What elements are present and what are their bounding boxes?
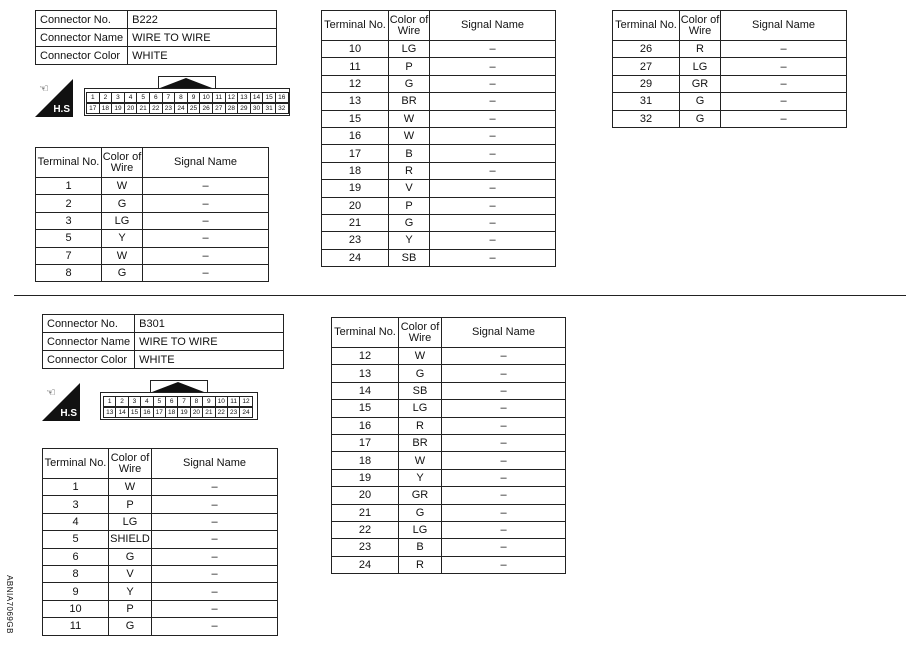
cell-wire-color: P <box>109 600 152 617</box>
table-row <box>322 93 556 110</box>
cell-wire-color: G <box>389 75 430 92</box>
header-terminal: Terminal No. <box>322 11 389 41</box>
cell-wire-color: GR <box>680 75 721 92</box>
pin-row-bottom <box>103 407 252 418</box>
cell-terminal-no: 23 <box>322 232 389 249</box>
value-connector-no: B301 <box>135 315 284 333</box>
cell-terminal-no: 5 <box>43 531 109 548</box>
connector-pin: 14 <box>250 92 264 103</box>
value-connector-no: B222 <box>128 11 277 29</box>
connector-pin: 21 <box>136 103 150 114</box>
header-signal: Signal Name <box>143 148 269 178</box>
cell-terminal-no: 17 <box>332 434 399 451</box>
cell-wire-color: SHIELD <box>109 531 152 548</box>
cell-terminal-no: 13 <box>322 93 389 110</box>
connector-pin: 32 <box>275 103 289 114</box>
cell-signal-name: – <box>430 58 556 75</box>
table-row <box>613 93 847 110</box>
cell-wire-color: P <box>389 197 430 214</box>
connector-pin: 6 <box>149 92 163 103</box>
connector-pin: 19 <box>177 407 190 418</box>
connector-pin: 9 <box>187 92 201 103</box>
cell-signal-name: – <box>430 180 556 197</box>
cell-terminal-no: 32 <box>613 110 680 127</box>
table-row <box>332 521 566 538</box>
cell-terminal-no: 16 <box>322 127 389 144</box>
table-row <box>43 583 278 600</box>
connector-pin: 31 <box>262 103 276 114</box>
table-row <box>36 230 269 247</box>
table-row <box>43 565 278 582</box>
cell-signal-name: – <box>152 496 278 513</box>
connector-pin: 17 <box>153 407 166 418</box>
pin-row-top <box>103 396 252 407</box>
cell-signal-name: – <box>430 145 556 162</box>
cell-terminal-no: 4 <box>43 513 109 530</box>
connector-pin: 24 <box>174 103 188 114</box>
cell-terminal-no: 22 <box>332 521 399 538</box>
value-connector-name: WIRE TO WIRE <box>128 29 277 47</box>
cell-terminal-no: 10 <box>322 41 389 58</box>
cell-terminal-no: 11 <box>43 618 109 635</box>
connector-pin: 13 <box>103 407 116 418</box>
cell-terminal-no: 24 <box>322 249 389 266</box>
table-row <box>36 212 269 229</box>
cell-wire-color: W <box>399 452 442 469</box>
section-divider <box>14 295 906 296</box>
cell-terminal-no: 12 <box>322 75 389 92</box>
connector-pin: 4 <box>124 92 138 103</box>
table-row <box>332 469 566 486</box>
connector-pin: 4 <box>140 396 153 407</box>
connector-pin: 14 <box>115 407 128 418</box>
table-row <box>36 178 269 195</box>
cell-signal-name: – <box>430 249 556 266</box>
cell-signal-name: – <box>442 452 566 469</box>
terminal-table-b222-1 <box>35 147 269 282</box>
hs-label: H.S <box>60 408 77 419</box>
cell-terminal-no: 29 <box>613 75 680 92</box>
connector-info-b222 <box>35 10 277 65</box>
cell-signal-name: – <box>442 539 566 556</box>
connector-pin: 1 <box>103 396 116 407</box>
cell-signal-name: – <box>442 521 566 538</box>
cell-terminal-no: 23 <box>332 539 399 556</box>
cell-signal-name: – <box>152 565 278 582</box>
label-connector-no: Connector No. <box>43 315 135 333</box>
cell-signal-name: – <box>152 600 278 617</box>
cell-wire-color: R <box>399 556 442 573</box>
cell-terminal-no: 9 <box>43 583 109 600</box>
cell-signal-name: – <box>430 197 556 214</box>
cell-wire-color: SB <box>389 249 430 266</box>
label-connector-no: Connector No. <box>36 11 128 29</box>
table-row <box>332 348 566 365</box>
table-row <box>332 452 566 469</box>
cell-signal-name: – <box>143 212 269 229</box>
table-row <box>332 382 566 399</box>
connector-pin: 24 <box>239 407 252 418</box>
table-row <box>332 365 566 382</box>
cell-wire-color: G <box>102 195 143 212</box>
header-color: Color of Wire <box>399 318 442 348</box>
connector-pin: 5 <box>136 92 150 103</box>
cell-signal-name: – <box>442 487 566 504</box>
terminal-table-b222-3 <box>612 10 847 128</box>
connector-pin: 23 <box>162 103 176 114</box>
cell-wire-color: R <box>389 162 430 179</box>
connector-pin: 16 <box>140 407 153 418</box>
connector-pin: 8 <box>190 396 203 407</box>
connector-pin: 23 <box>227 407 240 418</box>
table-row <box>332 434 566 451</box>
cell-wire-color: LG <box>399 521 442 538</box>
cell-wire-color: GR <box>399 487 442 504</box>
harness-side-icon <box>42 383 80 421</box>
terminal-table-b222-2 <box>321 10 556 267</box>
connector-pin: 22 <box>215 407 228 418</box>
cell-wire-color: V <box>389 180 430 197</box>
cell-wire-color: SB <box>399 382 442 399</box>
cell-terminal-no: 17 <box>322 145 389 162</box>
header-signal: Signal Name <box>152 449 278 479</box>
cell-wire-color: R <box>399 417 442 434</box>
cell-wire-color: Y <box>389 232 430 249</box>
cell-signal-name: – <box>430 162 556 179</box>
connector-pin: 10 <box>215 396 228 407</box>
cell-wire-color: BR <box>399 434 442 451</box>
cell-signal-name: – <box>442 469 566 486</box>
connector-pin: 7 <box>177 396 190 407</box>
connector-pin: 19 <box>111 103 125 114</box>
cell-wire-color: G <box>399 365 442 382</box>
cell-terminal-no: 15 <box>322 110 389 127</box>
cell-signal-name: – <box>430 110 556 127</box>
figure-code: ABNIA7069GB <box>4 575 14 634</box>
connector-pin: 25 <box>187 103 201 114</box>
connector-pin: 11 <box>227 396 240 407</box>
connector-face-b301 <box>100 380 258 420</box>
header-color: Color of Wire <box>102 148 143 178</box>
cell-signal-name: – <box>143 230 269 247</box>
table-row <box>613 110 847 127</box>
table-row <box>322 214 556 231</box>
cell-terminal-no: 24 <box>332 556 399 573</box>
cell-wire-color: W <box>102 178 143 195</box>
cell-terminal-no: 18 <box>322 162 389 179</box>
connector-pin: 7 <box>162 92 176 103</box>
header-terminal: Terminal No. <box>332 318 399 348</box>
table-row <box>43 548 278 565</box>
cell-signal-name: – <box>721 41 847 58</box>
cell-signal-name: – <box>143 247 269 264</box>
cell-terminal-no: 10 <box>43 600 109 617</box>
cell-signal-name: – <box>152 479 278 496</box>
cell-wire-color: G <box>399 504 442 521</box>
table-row <box>322 180 556 197</box>
cell-terminal-no: 21 <box>332 504 399 521</box>
cell-terminal-no: 15 <box>332 400 399 417</box>
cell-wire-color: B <box>389 145 430 162</box>
connector-pin: 20 <box>190 407 203 418</box>
cell-wire-color: W <box>399 348 442 365</box>
cell-terminal-no: 13 <box>332 365 399 382</box>
cell-terminal-no: 31 <box>613 93 680 110</box>
table-row <box>322 75 556 92</box>
table-row <box>43 531 278 548</box>
cell-signal-name: – <box>430 127 556 144</box>
cell-wire-color: Y <box>102 230 143 247</box>
table-row <box>43 618 278 635</box>
cell-terminal-no: 27 <box>613 58 680 75</box>
cell-signal-name: – <box>442 434 566 451</box>
connector-pin: 17 <box>86 103 100 114</box>
table-row <box>613 58 847 75</box>
cell-terminal-no: 20 <box>322 197 389 214</box>
cell-signal-name: – <box>152 531 278 548</box>
table-row <box>322 197 556 214</box>
connector-pin: 3 <box>111 92 125 103</box>
cell-terminal-no: 16 <box>332 417 399 434</box>
cell-terminal-no: 8 <box>43 565 109 582</box>
connector-pin: 3 <box>128 396 141 407</box>
hand-icon: ☜ <box>46 387 56 399</box>
cell-wire-color: R <box>680 41 721 58</box>
cell-wire-color: W <box>389 110 430 127</box>
connector-pin: 12 <box>239 396 252 407</box>
header-color: Color of Wire <box>109 449 152 479</box>
cell-signal-name: – <box>430 41 556 58</box>
cell-terminal-no: 5 <box>36 230 102 247</box>
table-row <box>322 41 556 58</box>
cell-wire-color: LG <box>680 58 721 75</box>
cell-wire-color: G <box>102 264 143 281</box>
pin-row-top <box>86 92 288 103</box>
cell-terminal-no: 14 <box>332 382 399 399</box>
table-row <box>613 41 847 58</box>
connector-pin: 11 <box>212 92 226 103</box>
table-row <box>332 400 566 417</box>
cell-signal-name: – <box>721 58 847 75</box>
cell-signal-name: – <box>442 348 566 365</box>
table-row <box>613 75 847 92</box>
value-connector-color: WHITE <box>128 47 277 65</box>
cell-wire-color: LG <box>399 400 442 417</box>
cell-signal-name: – <box>152 583 278 600</box>
cell-terminal-no: 20 <box>332 487 399 504</box>
cell-terminal-no: 1 <box>36 178 102 195</box>
header-terminal: Terminal No. <box>43 449 109 479</box>
cell-wire-color: V <box>109 565 152 582</box>
cell-signal-name: – <box>143 195 269 212</box>
table-row <box>43 513 278 530</box>
cell-wire-color: LG <box>109 513 152 530</box>
connector-pin: 21 <box>202 407 215 418</box>
connector-pin: 8 <box>174 92 188 103</box>
connector-pin: 9 <box>202 396 215 407</box>
hand-icon: ☜ <box>39 83 49 95</box>
table-row <box>36 247 269 264</box>
header-terminal: Terminal No. <box>613 11 680 41</box>
pin-row-bottom <box>86 103 288 114</box>
connector-pin: 13 <box>237 92 251 103</box>
header-signal: Signal Name <box>721 11 847 41</box>
terminal-table-b301-1 <box>42 448 278 636</box>
cell-wire-color: LG <box>389 41 430 58</box>
connector-pin: 1 <box>86 92 100 103</box>
label-connector-color: Connector Color <box>36 47 128 65</box>
table-row <box>36 264 269 281</box>
cell-signal-name: – <box>442 382 566 399</box>
cell-signal-name: – <box>721 75 847 92</box>
header-terminal: Terminal No. <box>36 148 102 178</box>
cell-terminal-no: 8 <box>36 264 102 281</box>
cell-signal-name: – <box>442 504 566 521</box>
cell-signal-name: – <box>430 232 556 249</box>
cell-terminal-no: 21 <box>322 214 389 231</box>
cell-wire-color: LG <box>102 212 143 229</box>
cell-wire-color: G <box>389 214 430 231</box>
table-row <box>322 162 556 179</box>
connector-pin: 20 <box>124 103 138 114</box>
header-signal: Signal Name <box>430 11 556 41</box>
label-connector-name: Connector Name <box>36 29 128 47</box>
table-row <box>332 539 566 556</box>
cell-terminal-no: 19 <box>332 469 399 486</box>
header-color: Color of Wire <box>389 11 430 41</box>
cell-terminal-no: 19 <box>322 180 389 197</box>
cell-terminal-no: 7 <box>36 247 102 264</box>
cell-signal-name: – <box>143 264 269 281</box>
table-row <box>322 249 556 266</box>
label-connector-color: Connector Color <box>43 351 135 369</box>
cell-wire-color: G <box>680 93 721 110</box>
cell-wire-color: Y <box>399 469 442 486</box>
table-row <box>332 487 566 504</box>
cell-terminal-no: 11 <box>322 58 389 75</box>
cell-signal-name: – <box>152 618 278 635</box>
cell-wire-color: Y <box>109 583 152 600</box>
cell-wire-color: BR <box>389 93 430 110</box>
connector-pin: 22 <box>149 103 163 114</box>
table-row <box>322 145 556 162</box>
harness-side-icon <box>35 79 73 117</box>
cell-terminal-no: 3 <box>43 496 109 513</box>
cell-signal-name: – <box>430 75 556 92</box>
cell-signal-name: – <box>430 214 556 231</box>
table-row <box>322 110 556 127</box>
value-connector-name: WIRE TO WIRE <box>135 333 284 351</box>
label-connector-name: Connector Name <box>43 333 135 351</box>
header-signal: Signal Name <box>442 318 566 348</box>
cell-wire-color: G <box>680 110 721 127</box>
connector-pin: 16 <box>275 92 289 103</box>
table-row <box>322 58 556 75</box>
connector-pin: 15 <box>262 92 276 103</box>
table-row <box>322 232 556 249</box>
cell-signal-name: – <box>442 417 566 434</box>
cell-terminal-no: 6 <box>43 548 109 565</box>
cell-wire-color: P <box>109 496 152 513</box>
cell-wire-color: G <box>109 548 152 565</box>
table-row <box>332 417 566 434</box>
connector-face-b222 <box>84 76 290 116</box>
connector-pin: 26 <box>199 103 213 114</box>
connector-pin: 27 <box>212 103 226 114</box>
table-row <box>43 479 278 496</box>
table-row <box>332 504 566 521</box>
cell-terminal-no: 3 <box>36 212 102 229</box>
cell-signal-name: – <box>442 365 566 382</box>
cell-signal-name: – <box>721 93 847 110</box>
connector-pin: 10 <box>199 92 213 103</box>
cell-signal-name: – <box>152 513 278 530</box>
cell-wire-color: P <box>389 58 430 75</box>
connector-pin: 28 <box>225 103 239 114</box>
cell-signal-name: – <box>430 93 556 110</box>
cell-wire-color: W <box>109 479 152 496</box>
cell-signal-name: – <box>442 400 566 417</box>
cell-signal-name: – <box>721 110 847 127</box>
connector-pin: 15 <box>128 407 141 418</box>
connector-pin: 18 <box>99 103 113 114</box>
header-color: Color of Wire <box>680 11 721 41</box>
cell-terminal-no: 1 <box>43 479 109 496</box>
table-row <box>332 556 566 573</box>
connector-pin: 30 <box>250 103 264 114</box>
value-connector-color: WHITE <box>135 351 284 369</box>
cell-terminal-no: 26 <box>613 41 680 58</box>
terminal-table-b301-2 <box>331 317 566 574</box>
table-row <box>43 496 278 513</box>
connector-pin: 5 <box>153 396 166 407</box>
cell-wire-color: G <box>109 618 152 635</box>
cell-wire-color: W <box>389 127 430 144</box>
table-row <box>36 195 269 212</box>
connector-pin: 2 <box>115 396 128 407</box>
connector-pin: 2 <box>99 92 113 103</box>
cell-terminal-no: 18 <box>332 452 399 469</box>
connector-pin: 12 <box>225 92 239 103</box>
cell-terminal-no: 2 <box>36 195 102 212</box>
cell-signal-name: – <box>442 556 566 573</box>
cell-wire-color: W <box>102 247 143 264</box>
connector-pin: 29 <box>237 103 251 114</box>
cell-wire-color: B <box>399 539 442 556</box>
table-row <box>322 127 556 144</box>
cell-signal-name: – <box>143 178 269 195</box>
connector-pin: 18 <box>165 407 178 418</box>
connector-pin: 6 <box>165 396 178 407</box>
cell-terminal-no: 12 <box>332 348 399 365</box>
cell-signal-name: – <box>152 548 278 565</box>
connector-info-b301 <box>42 314 284 369</box>
hs-label: H.S <box>53 104 70 115</box>
table-row <box>43 600 278 617</box>
